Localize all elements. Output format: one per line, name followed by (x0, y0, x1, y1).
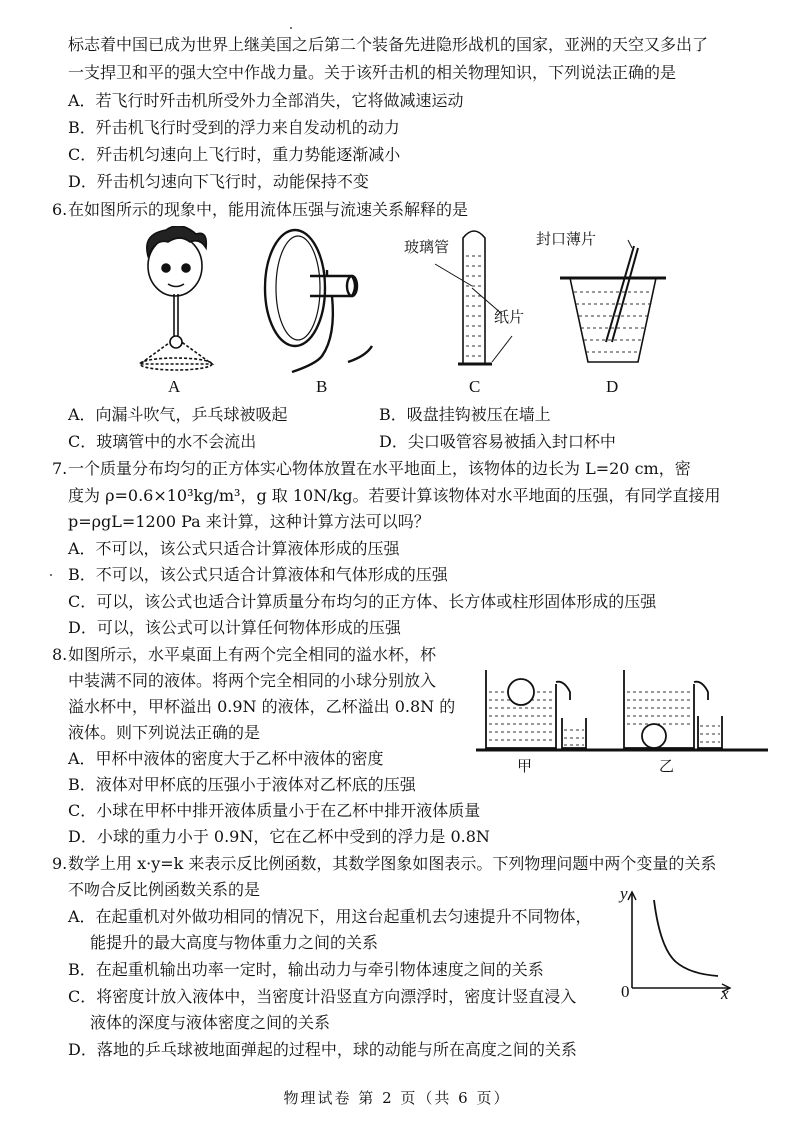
q9-option-c-line2: 液体的深度与液体密度之间的关系 (90, 1013, 331, 1032)
q8-stem-line2: 中装满不同的液体。将两个完全相同的小球分别放入 (68, 671, 437, 690)
q7-stem-line3: p=ρgL=1200 Pa 来计算，这种计算方法可以吗？ (68, 512, 430, 531)
q6-option-b: B．吸盘挂钩被压在墙上 (379, 405, 551, 424)
q6-option-c: C．玻璃管中的水不会流出 (68, 432, 257, 451)
q8-option-b: B．液体对甲杯底的压强小于液体对乙杯底的压强 (68, 775, 416, 794)
label-seal: 封口薄片 (536, 232, 597, 248)
q9-number: 9. (52, 854, 68, 873)
q9-option-a-line2: 能提升的最大高度与物体重力之间的关系 (90, 933, 379, 952)
q5-option-d: D．歼击机匀速向下飞行时，动能保持不变 (68, 172, 369, 191)
cup-jia-icon (486, 670, 586, 748)
q9-option-c-line1: C．将密度计放入液体中，当密度计沿竖直方向漂浮时，密度计竖直浸入 (68, 987, 577, 1006)
scan-speck (290, 27, 292, 29)
q6-option-d: D．尖口吸管容易被插入封口杯中 (379, 432, 616, 451)
q7-option-c: C．可以，该公式也适合计算质量分布均匀的正方体、长方体或柱形固体形成的压强 (68, 592, 657, 611)
fig-letter-c: C (469, 377, 481, 396)
graph-origin-label: 0 (621, 982, 630, 1001)
q9-option-a-line1: A．在起重机对外做功相同的情况下，用这台起重机去匀速提升不同物体， (68, 907, 592, 926)
q7-number: 7. (52, 459, 68, 478)
q6-option-a: A．向漏斗吹气，乒乓球被吸起 (68, 405, 288, 424)
graph-y-label: y (620, 884, 628, 903)
page-footer: 物理试卷 第 2 页（共 6 页） (283, 1089, 511, 1107)
q7-option-a: A．不可以，该公式只适合计算液体形成的压强 (68, 539, 400, 558)
q7-option-b: B．不可以，该公式只适合计算液体和气体形成的压强 (68, 565, 448, 584)
q8-number: 8. (52, 645, 68, 664)
figure-a-funnel-icon (140, 226, 212, 370)
scan-speck (50, 574, 52, 576)
q8-stem-line4: 液体。则下列说法正确的是 (68, 723, 261, 742)
q8-overflow-cups-figure (476, 660, 772, 760)
q7-stem-line2: 度为 ρ=0.6×10³kg/m³，g 取 10N/kg。若要计算该物体对水平地面的压强，有同学直接用 (68, 486, 721, 505)
figure-b-suction-hook-icon (265, 230, 372, 372)
label-jia: 甲 (517, 759, 533, 775)
cup-yi-icon (624, 670, 722, 748)
q7-stem-line1: 一个质量分布均匀的正方体实心物体放置在水平地面上，该物体的边长为 L=20 cm，密 (68, 459, 691, 478)
q5-intro-line2: 一支捍卫和平的强大空中作战力量。关于该歼击机的相关物理知识，下列说法正确的是 (68, 63, 677, 82)
q5-intro-line1: 标志着中国已成为世界上继美国之后第二个装备先进隐形战机的国家，亚洲的天空又多出了 (68, 35, 709, 54)
fig-letter-d: D (606, 377, 619, 396)
q8-option-d: D．小球的重力小于 0.9N，它在乙杯中受到的浮力是 0.8N (68, 827, 490, 846)
fig-letter-b: B (316, 377, 328, 396)
label-glass-tube: 玻璃管 (404, 240, 450, 256)
q9-stem-line2: 不吻合反比例函数关系的是 (68, 880, 261, 899)
label-paper: 纸片 (494, 310, 525, 326)
label-yi: 乙 (659, 759, 675, 775)
q9-stem-line1: 数学上用 x·y=k 来表示反比例函数，其数学图象如图表示。下列物理问题中两个变量的关系 (68, 854, 717, 873)
q5-option-c: C．歼击机匀速向上飞行时，重力势能逐渐减小 (68, 145, 401, 164)
fig-letter-a: A (168, 377, 181, 396)
q8-stem-line1: 如图所示，水平桌面上有两个完全相同的溢水杯，杯 (68, 645, 437, 664)
figure-d-sealed-cup-icon (560, 240, 666, 362)
hyperbola-curve (654, 900, 718, 976)
graph-x-label: x (721, 984, 729, 1003)
q9-inverse-function-graph (618, 888, 738, 998)
q5-option-a: A．若飞行时歼击机所受外力全部消失，它将做减速运动 (68, 91, 464, 110)
q9-option-d: D．落地的乒乓球被地面弹起的过程中，球的动能与所在高度之间的关系 (68, 1040, 577, 1059)
q6-number: 6. (52, 200, 68, 219)
q8-option-a: A．甲杯中液体的密度大于乙杯中液体的密度 (68, 749, 384, 768)
q6-stem: 在如图所示的现象中，能用流体压强与流速关系解释的是 (68, 200, 469, 219)
q8-option-c: C．小球在甲杯中排开液体质量小于在乙杯中排开液体质量 (68, 801, 481, 820)
q5-option-b: B．歼击机飞行时受到的浮力来自发动机的动力 (68, 118, 400, 137)
q7-option-d: D．可以，该公式可以计算任何物体形成的压强 (68, 618, 401, 637)
q8-stem-line3: 溢水杯中，甲杯溢出 0.9N 的液体，乙杯溢出 0.8N 的 (68, 697, 456, 716)
q9-option-b: B．在起重机输出功率一定时，输出动力与牵引物体速度之间的关系 (68, 960, 544, 979)
